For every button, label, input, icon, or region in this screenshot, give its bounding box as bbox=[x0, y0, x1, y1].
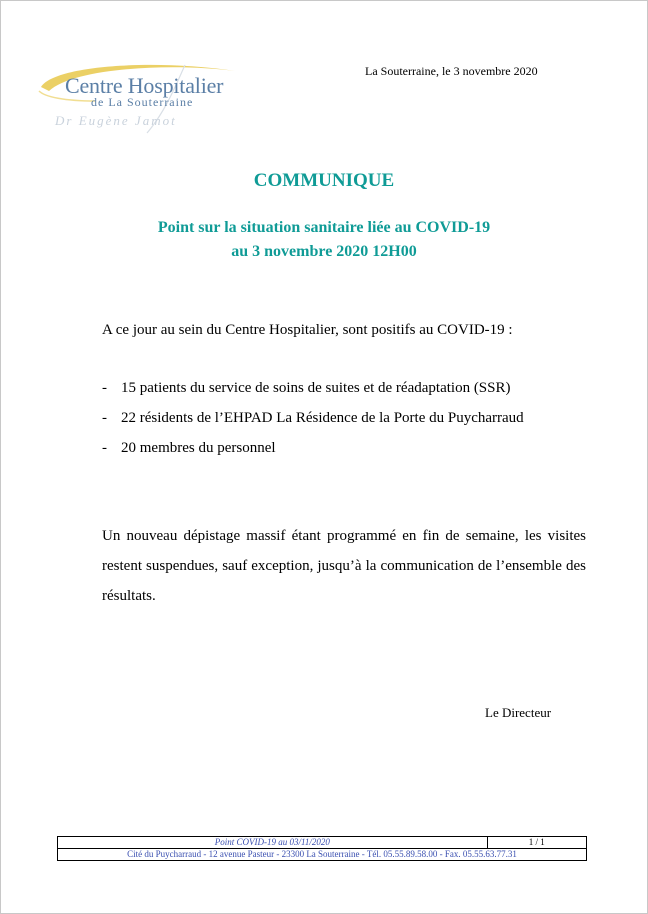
list-item-text: 22 résidents de l’EHPAD La Résidence de la Porte du Puycharraud bbox=[121, 410, 524, 426]
footer-address: Cité du Puycharraud - 12 avenue Pasteur - 23300 La Souterraine - Tél. 05.55.89.58.00 - Fax. 05.55.63.77.31 bbox=[58, 849, 587, 861]
date-line: La Souterraine, le 3 novembre 2020 bbox=[365, 64, 538, 78]
document-title: COMMUNIQUE bbox=[253, 170, 395, 191]
footer-table bbox=[57, 836, 587, 861]
logo-signature: Dr Eugène Jamot bbox=[55, 113, 177, 128]
list-item bbox=[102, 373, 586, 403]
logo-subtitle: de La Souterraine bbox=[91, 95, 194, 109]
logo-title: Centre Hospitalier bbox=[65, 73, 224, 98]
footer-row bbox=[58, 837, 587, 849]
list-item bbox=[102, 403, 586, 433]
bullet-dash: - bbox=[102, 440, 107, 456]
intro-text: A ce jour au sein du Centre Hospitalier, sont positifs au COVID-19 : bbox=[102, 322, 513, 338]
document-subtitle-line1: Point sur la situation sanitaire liée au COVID-19 bbox=[157, 219, 491, 236]
list-item-text: 20 membres du personnel bbox=[121, 440, 276, 456]
info-paragraph: Un nouveau dépistage massif étant programmé en fin de semaine, les visites restent suspendues, sauf exception, jusqu’à la communication de l’ensemble des résultats. bbox=[102, 528, 586, 604]
footer-reference: Point COVID-19 au 03/11/2020 bbox=[58, 837, 488, 849]
document-subtitle-line2: au 3 novembre 2020 12H00 bbox=[231, 243, 417, 260]
bullet-dash: - bbox=[102, 410, 107, 426]
list-item-text: 15 patients du service de soins de suites et de réadaptation (SSR) bbox=[121, 380, 511, 396]
footer-page-number: 1 / 1 bbox=[487, 837, 586, 849]
footer-row bbox=[58, 849, 587, 861]
list-item bbox=[102, 433, 586, 463]
hospital-logo bbox=[35, 57, 245, 135]
positive-cases-list bbox=[102, 373, 586, 463]
signature: Le Directeur bbox=[485, 705, 552, 720]
bullet-dash: - bbox=[102, 380, 107, 396]
